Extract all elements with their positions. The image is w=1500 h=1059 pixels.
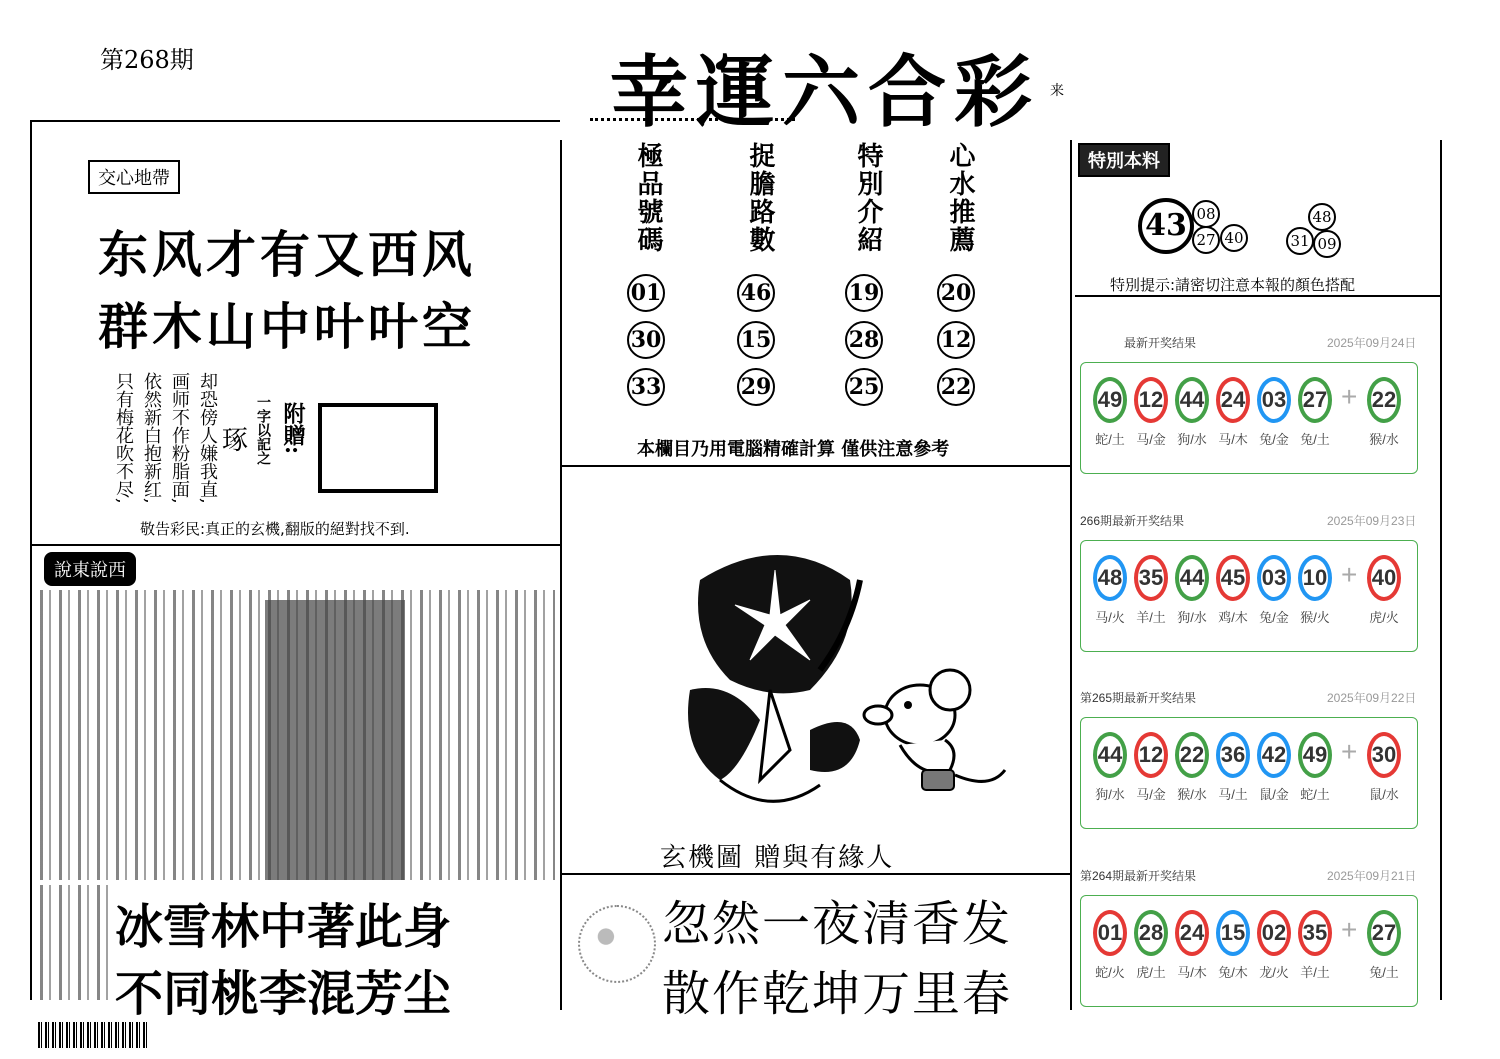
result-card [1080,895,1418,1007]
result-ball: 44 [1175,555,1209,601]
result-ball: 28 [1134,910,1168,956]
result-zodiac: 虎/土 [1136,965,1166,980]
result-special-zodiac: 鼠/水 [1369,787,1399,802]
result-zodiac: 蛇/土 [1300,787,1330,802]
result-zodiac: 猴/水 [1177,787,1207,802]
disclaimer: 本欄目乃用電腦精確計算 僅供注意參考 [637,439,950,460]
result-card [1080,717,1418,829]
center-poem-line-2: 散作乾坤万里春 [662,966,1013,1022]
result-card [1080,540,1418,652]
result-ball: 24 [1216,377,1250,423]
result-heading: 第264期最新开奖结果 [1080,869,1197,883]
result-special-ball: 27 [1367,910,1401,956]
result-zodiac: 猴/火 [1300,610,1330,625]
side-character: 琢 [222,426,249,456]
result-ball: 02 [1257,910,1291,956]
section-badge-talk: 說東說西 [44,552,136,586]
pick-number: 29 [737,368,775,406]
pick-number: 30 [627,321,665,359]
result-ball: 44 [1093,732,1127,778]
result-zodiac: 鸡/木 [1218,610,1248,625]
result-heading: 266期最新开奖结果 [1080,514,1185,528]
result-ball: 49 [1298,732,1332,778]
bottom-noise [40,885,110,1000]
pick-number: 28 [845,321,883,359]
result-zodiac: 兔/土 [1300,432,1330,447]
result-date: 2025年09月24日 [1327,336,1417,350]
special-number: 09 [1313,230,1341,258]
pick-number: 15 [737,321,775,359]
result-zodiac: 马/金 [1136,787,1166,802]
flower-icon [688,555,860,801]
special-divider [1075,295,1440,297]
result-zodiac: 鼠/金 [1259,787,1289,802]
result-zodiac: 兔/木 [1218,965,1248,980]
pick-number: 22 [937,368,975,406]
result-zodiac: 马/木 [1177,965,1207,980]
result-ball: 27 [1298,377,1332,423]
result-heading: 第265期最新开奖结果 [1080,691,1197,705]
result-special-ball: 40 [1367,555,1401,601]
result-zodiac: 马/金 [1136,432,1166,447]
section-badge-special: 特別本料 [1078,143,1170,177]
notice-text: 敬告彩民:真正的玄機,翻版的絕對找不到. [140,520,410,538]
result-zodiac: 狗/水 [1095,787,1125,802]
pick-number: 20 [937,274,975,312]
result-ball: 44 [1175,377,1209,423]
result-zodiac: 狗/水 [1177,610,1207,625]
picture-caption: 玄機圖 贈與有緣人 [660,843,895,873]
result-date: 2025年09月21日 [1327,869,1417,883]
answer-box [318,403,438,493]
column-title-2: 捉膽路數 [745,142,775,254]
special-number: 31 [1286,227,1314,255]
top-border-left [30,120,560,122]
special-number: 48 [1308,203,1336,231]
riddle-line-1: 东风才有又西风 [98,226,476,284]
result-special-ball: 30 [1367,732,1401,778]
result-zodiac: 马/土 [1218,787,1248,802]
result-ball: 03 [1257,377,1291,423]
page-title: 幸運六合彩 [610,47,1041,138]
result-ball: 15 [1216,910,1250,956]
result-ball: 45 [1216,555,1250,601]
pick-number: 12 [937,321,975,359]
special-tip: 特別提示:請密切注意本報的顏色搭配 [1110,276,1356,294]
special-main-number: 43 [1138,198,1194,254]
verse-line-2: 依然新白抱新红, [141,372,162,504]
result-special-ball: 22 [1367,377,1401,423]
right-border [1440,140,1442,1000]
column-title-1: 極品號碼 [633,142,663,254]
title-suffix: 来 [1050,83,1064,99]
result-zodiac: 兔/金 [1259,610,1289,625]
verse-line-4: 却恐傍人嫌我直, [197,372,218,504]
plus-sign: + [1341,914,1358,945]
title-ornament [590,118,795,131]
result-special-zodiac: 兔/土 [1369,965,1399,980]
result-ball: 12 [1134,732,1168,778]
special-number: 27 [1192,226,1220,254]
result-heading: 最新开奖结果 [1124,336,1197,350]
column-title-3: 特別介紹 [853,142,883,254]
pick-number: 46 [737,274,775,312]
result-zodiac: 羊/土 [1136,610,1166,625]
left-border [30,120,32,1000]
result-ball: 49 [1093,377,1127,423]
result-ball: 01 [1093,910,1127,956]
result-ball: 12 [1134,377,1168,423]
center-divider-1 [560,465,1070,467]
result-date: 2025年09月23日 [1327,514,1417,528]
result-card [1080,362,1418,474]
result-zodiac: 羊/土 [1300,965,1330,980]
result-zodiac: 蛇/土 [1095,432,1125,447]
result-ball: 22 [1175,732,1209,778]
column-title-4: 心水推薦 [945,142,975,254]
hint-label: 一字以記之 [255,395,271,465]
result-zodiac: 龙/火 [1259,965,1289,980]
result-ball: 10 [1298,555,1332,601]
result-ball: 35 [1134,555,1168,601]
pick-number: 01 [627,274,665,312]
result-date: 2025年09月22日 [1327,691,1417,705]
center-poem-line-1: 忽然一夜清香发 [662,896,1013,952]
result-ball: 35 [1298,910,1332,956]
issue-number: 第268期 [100,46,194,74]
center-left-divider [560,140,562,1010]
center-right-divider [1070,140,1072,1010]
barcode [38,1022,148,1048]
result-special-zodiac: 猴/水 [1369,432,1399,447]
result-ball: 03 [1257,555,1291,601]
section-badge-heart: 交心地帶 [88,160,180,194]
result-ball: 36 [1216,732,1250,778]
result-ball: 24 [1175,910,1209,956]
result-zodiac: 马/木 [1218,432,1248,447]
result-ball: 48 [1093,555,1127,601]
result-zodiac: 蛇/火 [1095,965,1125,980]
pick-number: 19 [845,274,883,312]
mouse-icon [864,670,1005,790]
bottom-poem-line-2: 不同桃李混芳尘 [115,966,452,1022]
verse-line-3: 画师不作粉脂面, [169,372,190,504]
riddle-illustration [660,540,1020,830]
result-zodiac: 狗/水 [1177,432,1207,447]
pick-number: 33 [627,368,665,406]
verse-line-1: 只有梅花吹不尽, [113,372,134,504]
pick-number: 25 [845,368,883,406]
result-zodiac: 兔/金 [1259,432,1289,447]
left-mid-divider [30,544,560,546]
result-zodiac: 马/火 [1095,610,1125,625]
gift-label: 附贈: [280,402,306,455]
result-ball: 42 [1257,732,1291,778]
yin-yang-icon [578,905,656,983]
bottom-poem-line-1: 冰雪林中著此身 [115,899,452,955]
riddle-line-2: 群木山中叶叶空 [98,298,476,356]
plus-sign: + [1341,736,1358,767]
plus-sign: + [1341,559,1358,590]
scanned-dark-block [265,600,405,880]
special-number: 40 [1220,224,1248,252]
plus-sign: + [1341,381,1358,412]
special-number: 08 [1192,200,1220,228]
result-special-zodiac: 虎/火 [1369,610,1399,625]
